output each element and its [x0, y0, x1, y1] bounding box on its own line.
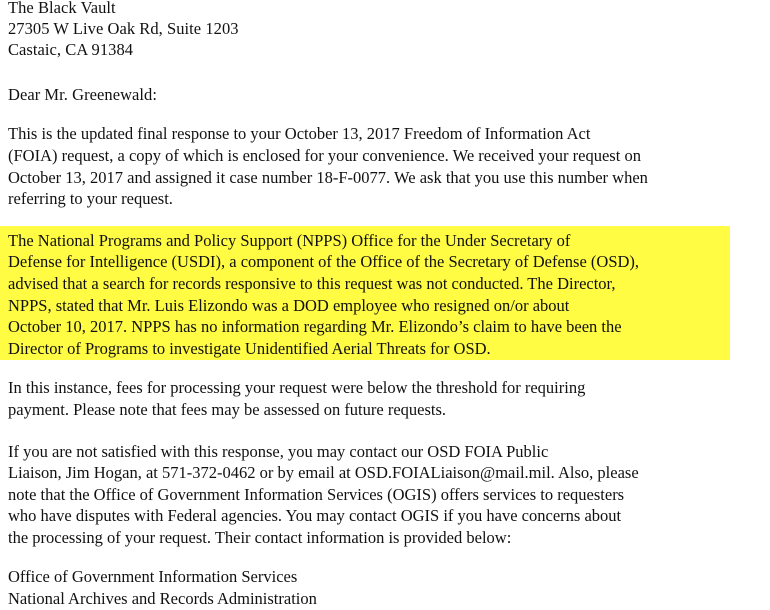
paragraph4-line: If you are not satisfied with this response, you may contact our OSD FOIA Public: [8, 442, 549, 461]
paragraph1-line: (FOIA) request, a copy of which is enclosed for your convenience. We received your request on: [8, 146, 641, 165]
paragraph1-line: October 13, 2017 and assigned it case number 18-F-0077. We ask that you use this number when: [8, 168, 648, 187]
paragraph3-line: In this instance, fees for processing your request were below the threshold for requiring: [8, 378, 586, 397]
paragraph1-line: referring to your request.: [8, 189, 173, 208]
paragraph4-line: Liaison, Jim Hogan, at 571-372-0462 or by email at OSD.FOIALiaison@mail.mil. Also, please: [8, 463, 639, 482]
salutation: Dear Mr. Greenewald:: [8, 85, 157, 104]
paragraph2-line: Director of Programs to investigate Unidentified Aerial Threats for OSD.: [8, 339, 491, 358]
paragraph2-line: advised that a search for records responsive to this request was not conducted. The Director,: [8, 274, 616, 293]
address-line-3: Castaic, CA 91384: [8, 40, 134, 59]
paragraph4-line: who have disputes with Federal agencies. You may contact OGIS if you have concerns about: [8, 506, 622, 525]
paragraph3-line: payment. Please note that fees may be assessed on future requests.: [8, 400, 447, 419]
address-line-2: 27305 W Live Oak Rd, Suite 1203: [8, 19, 239, 38]
paragraph2-line: October 10, 2017. NPPS has no information regarding Mr. Elizondo’s claim to have been the: [8, 317, 622, 336]
paragraph1-line: This is the updated final response to your October 13, 2017 Freedom of Information Act: [8, 124, 591, 143]
ogis-line-1: Office of Government Information Services: [8, 567, 298, 586]
paragraph2-line: NPPS, stated that Mr. Luis Elizondo was a DOD employee who resigned on/or about: [8, 296, 570, 315]
ogis-line-2: National Archives and Records Administration: [8, 589, 317, 608]
address-line-1: The Black Vault: [8, 0, 116, 17]
paragraph4-line: the processing of your request. Their contact information is provided below:: [8, 528, 512, 547]
paragraph4-line: note that the Office of Government Information Services (OGIS) offers services to requesters: [8, 485, 625, 504]
paragraph2-line: The National Programs and Policy Support (NPPS) Office for the Under Secretary of: [8, 231, 571, 250]
paragraph2-line: Defense for Intelligence (USDI), a component of the Office of the Secretary of Defense (OSD),: [8, 252, 640, 271]
